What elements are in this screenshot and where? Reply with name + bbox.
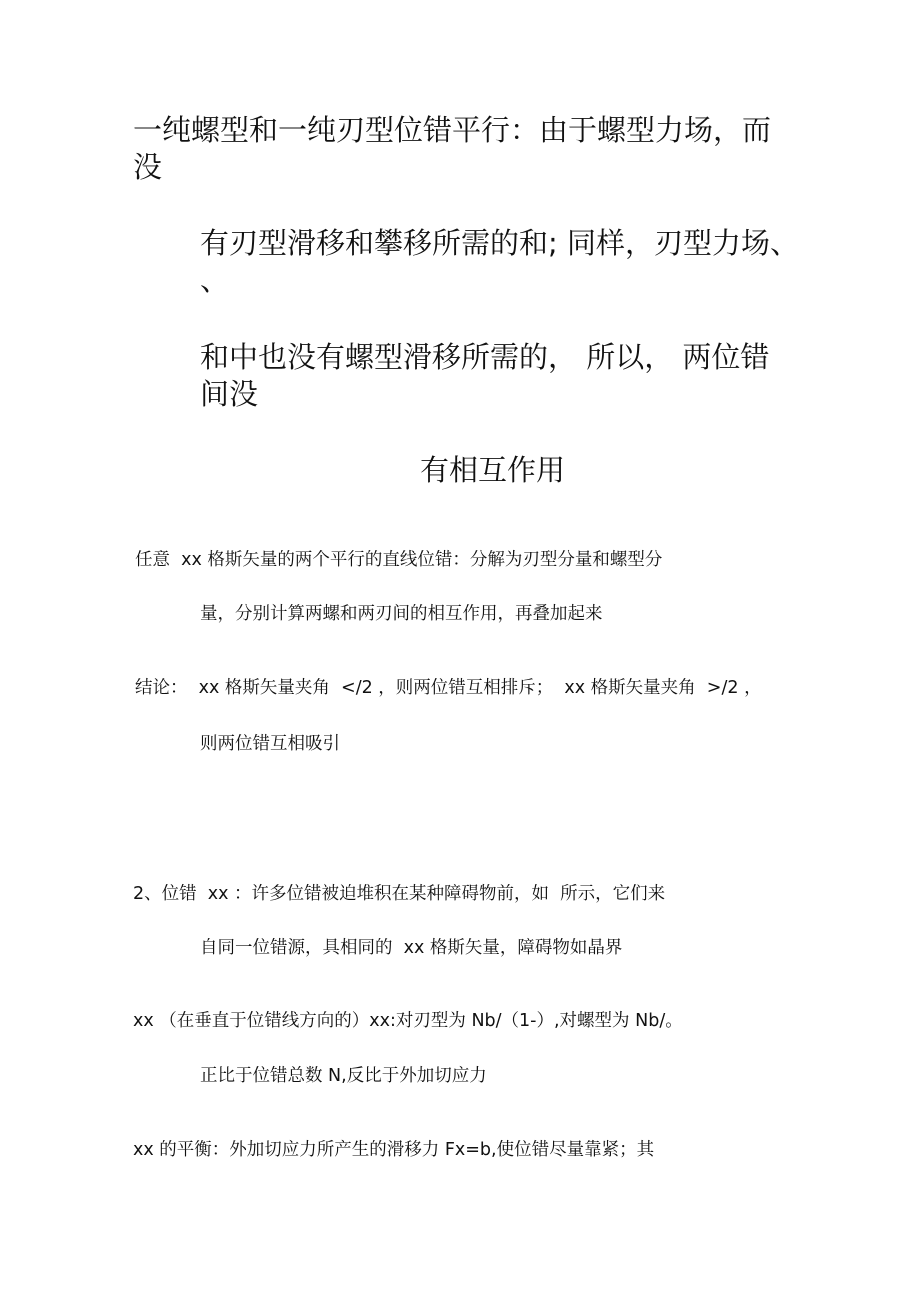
text-line: 任意 xx 格斯矢量的两个平行的直线位错：分解为刃型分量和螺型分 bbox=[135, 550, 663, 570]
text-line: 和中也没有螺型滑移所需的， 所以， 两位错 bbox=[200, 340, 770, 374]
text-line: 结论： xx 格斯矢量夹角 </2 ，则两位错互相排斥； xx 格斯矢量夹角 >/2 ， bbox=[135, 678, 762, 698]
text-line: xx （在垂直于位错线方向的）xx:对刃型为 Nb/（1-）,对螺型为 Nb/。 bbox=[133, 1011, 683, 1031]
text-line: 量，分别计算两螺和两刃间的相互作用，再叠加起来 bbox=[200, 604, 603, 624]
text-line: 一纯螺型和一纯刃型位错平行：由于螺型力场，而 bbox=[133, 113, 772, 147]
text-line: 自同一位错源，具相同的 xx 格斯矢量，障碍物如晶界 bbox=[200, 938, 623, 958]
text-line: 、 bbox=[200, 263, 230, 297]
text-line: xx 的平衡：外加切应力所产生的滑移力 Fx=b,使位错尽量靠紧；其 bbox=[133, 1140, 655, 1160]
text-line: 正比于位错总数 N,反比于外加切应力 bbox=[200, 1066, 487, 1086]
text-line: 有刃型滑移和攀移所需的和; 同样，刃型力场、 bbox=[200, 226, 799, 260]
text-line: 没 bbox=[133, 150, 163, 184]
text-line: 则两位错互相吸引 bbox=[200, 734, 340, 754]
text-line: 2、位错 xx ：许多位错被迫堆积在某种障碍物前，如 所示，它们来 bbox=[133, 884, 666, 904]
text-line: 有相互作用 bbox=[420, 453, 566, 487]
text-line: 间没 bbox=[200, 377, 259, 411]
